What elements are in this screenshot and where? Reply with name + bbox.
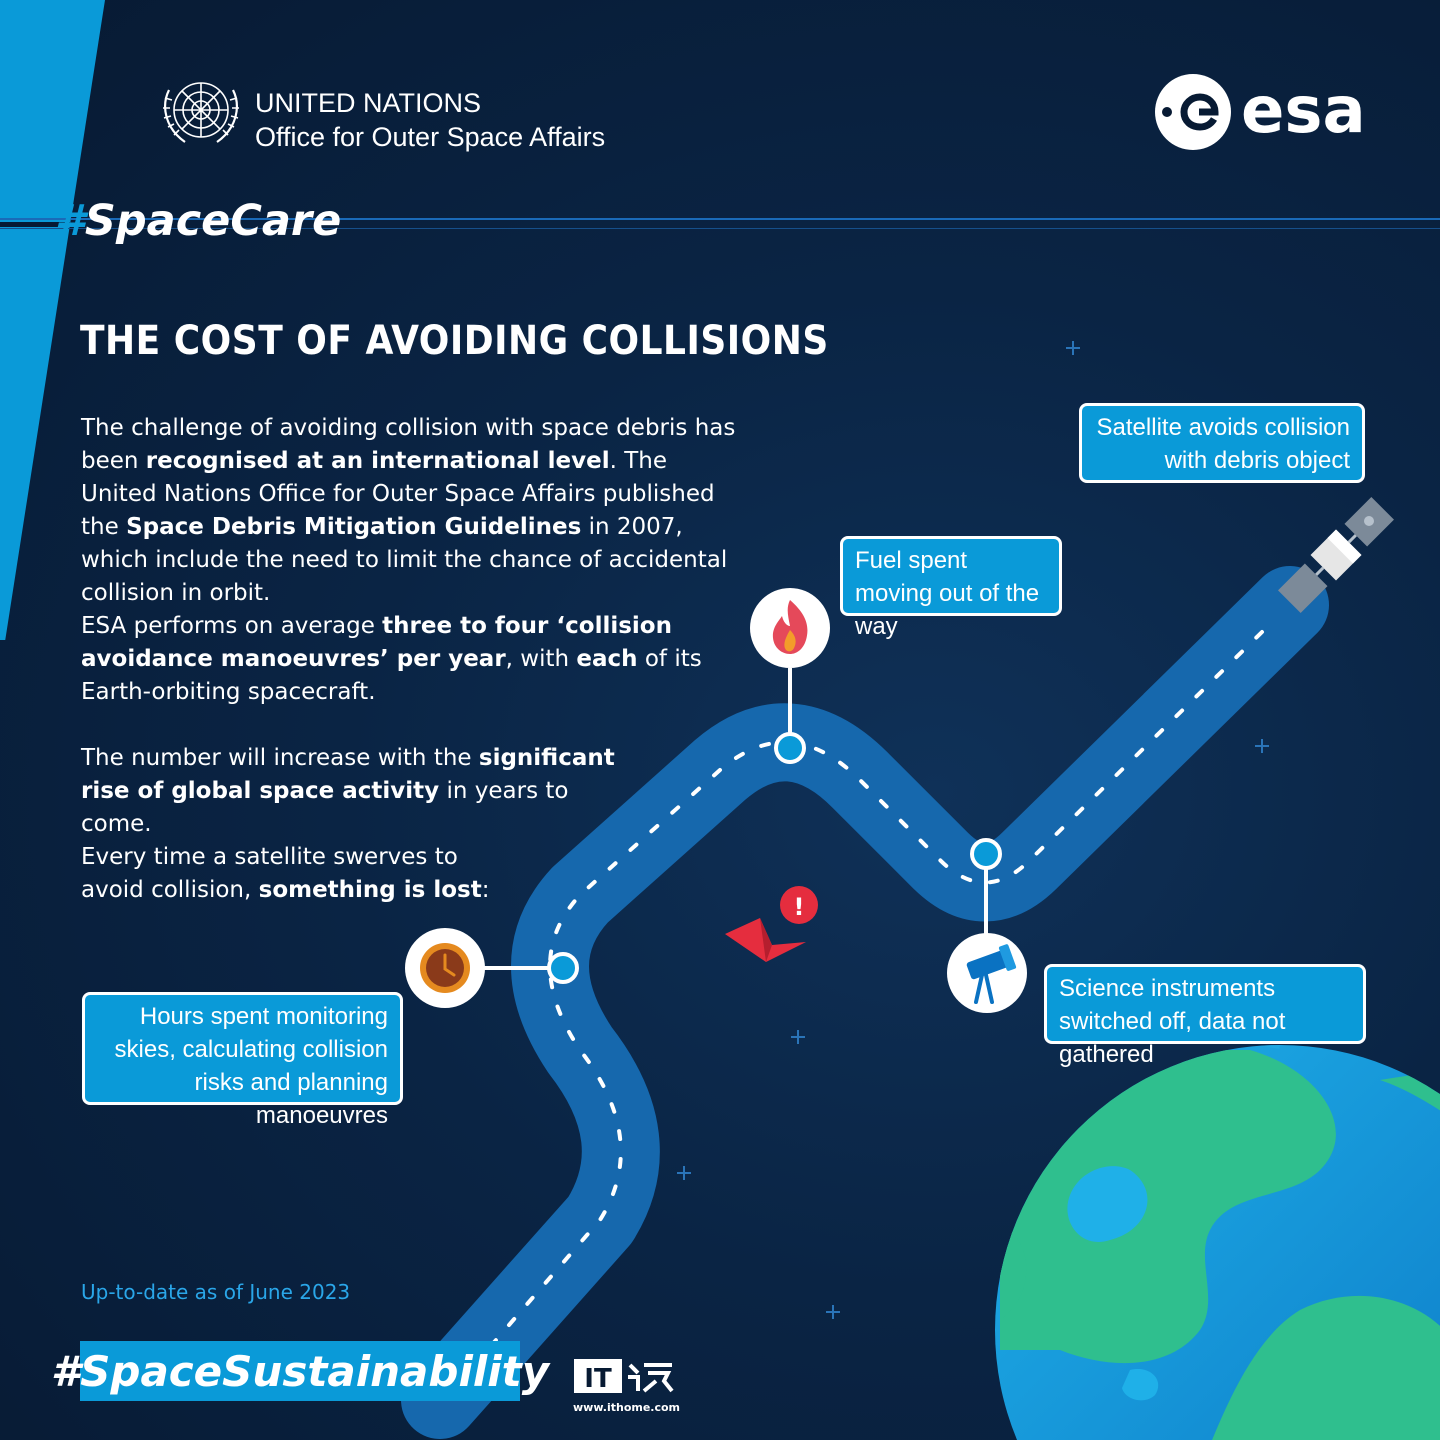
debris-icon xyxy=(725,918,806,962)
p1-text-a: The challenge of avoiding collision with space debris has been xyxy=(81,415,736,474)
p2-bold-b: three to four ‘collision avoidance manoeuvres’ per year xyxy=(81,613,672,672)
page-title: THE COST OF AVOIDING COLLISIONS xyxy=(80,318,829,364)
paragraph-guidelines xyxy=(81,412,741,610)
un-org-name xyxy=(255,86,605,154)
p1-text-e: in 2007, which include the need to limit the chance of accidental collision in orbit. xyxy=(81,514,728,606)
un-name-line2: Office for Outer Space Affairs xyxy=(255,122,606,152)
paragraph-lost xyxy=(81,841,521,907)
p2-bold-d: each xyxy=(576,646,638,672)
p2-text-c: , with xyxy=(505,646,577,672)
p1-text-c: . The United Nations Office for Outer Space Affairs published the xyxy=(81,448,715,540)
esa-logo xyxy=(1155,72,1370,152)
p2-text-a: ESA performs on average xyxy=(81,613,383,639)
clock-icon xyxy=(405,928,485,1008)
p3-text-a: The number will increase with the xyxy=(81,745,479,771)
update-date: Up-to-date as of June 2023 xyxy=(81,1280,351,1304)
callout-science: Science instruments switched off, data not gathered xyxy=(1044,964,1366,1044)
sustainability-hashtag: #SpaceSustainability xyxy=(80,1341,520,1401)
spacecare-word: SpaceCare xyxy=(84,196,342,246)
satellite-icon xyxy=(1277,496,1396,615)
p3-text-c: in years to come. xyxy=(81,778,569,837)
telescope-icon xyxy=(947,933,1027,1013)
un-emblem-icon xyxy=(155,72,247,152)
p4-text-c: : xyxy=(481,877,490,903)
p4-text-a: Every time a satellite swerves to avoid collision, xyxy=(81,844,458,903)
callout-satellite: Satellite avoids collision with debris object xyxy=(1079,403,1365,483)
flame-icon xyxy=(750,588,830,668)
spacecare-hashtag xyxy=(55,196,341,246)
ithome-url: www.ithome.com xyxy=(573,1401,681,1414)
p1-bold-d: Space Debris Mitigation Guidelines xyxy=(126,514,582,540)
spacecare-hash: # xyxy=(55,196,85,246)
esa-logo-text: esa xyxy=(1241,74,1366,148)
p1-bold-b: recognised at an international level xyxy=(145,448,610,474)
un-name-line1: UNITED NATIONS xyxy=(255,88,482,118)
p2-text-e: of its Earth-orbiting spacecraft. xyxy=(81,646,702,705)
paragraph-increase xyxy=(81,742,641,841)
callout-hours: Hours spent monitoring skies, calculating collision risks and planning manoeuvres xyxy=(82,992,403,1105)
svg-text:IT: IT xyxy=(584,1364,612,1394)
earth-icon xyxy=(995,1038,1440,1440)
callout-fuel: Fuel spent moving out of the way xyxy=(840,536,1062,616)
alert-mark: ! xyxy=(793,893,805,921)
paragraph-manoeuvres xyxy=(81,610,741,709)
p3-bold-b: significant rise of global space activity xyxy=(81,745,615,804)
p4-bold-b: something is lost xyxy=(258,877,482,903)
